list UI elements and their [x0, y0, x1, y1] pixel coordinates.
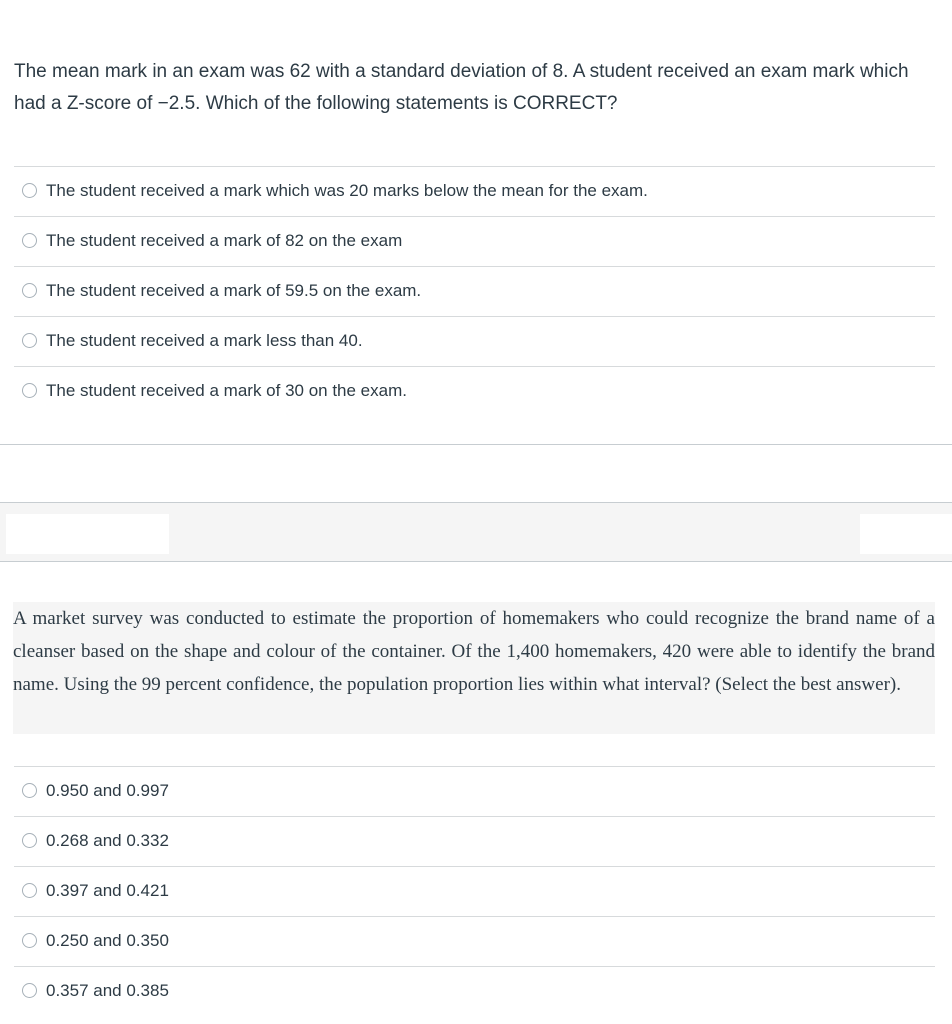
question-2-text: A market survey was conducted to estimate the proportion of homemakers who could recognize the brand name of a cleanser based on the shape and colour of the container. Of the 1,400 homemakers, 420 were able to identify the brand name. Using the 99 percent confidence, the population proportion lies within what interval? (Select the best answer).	[13, 608, 935, 695]
answer-label[interactable]: The student received a mark of 59.5 on the exam.	[46, 281, 422, 300]
answer-option[interactable]	[14, 166, 935, 216]
answer-option[interactable]	[14, 916, 935, 966]
question-2-answers	[14, 766, 935, 1016]
question-1-text: The mean mark in an exam was 62 with a standard deviation of 8. A student received an exam mark which had a Z-score of −2.5. Which of the following statements is CORRECT?	[14, 61, 909, 114]
separator-box-left	[6, 514, 169, 554]
answer-option[interactable]	[14, 816, 935, 866]
answer-label[interactable]: The student received a mark of 30 on the exam.	[46, 381, 407, 400]
question-divider	[0, 444, 952, 445]
answer-option[interactable]	[14, 966, 935, 1016]
radio-button[interactable]	[22, 383, 37, 398]
answer-label[interactable]: 0.950 and 0.997	[46, 781, 169, 800]
answer-label[interactable]: The student received a mark of 82 on the exam	[46, 231, 403, 250]
radio-button[interactable]	[22, 333, 37, 348]
radio-button[interactable]	[22, 283, 37, 298]
radio-button[interactable]	[22, 983, 37, 998]
question-1-answers	[14, 166, 935, 416]
answer-option[interactable]	[14, 266, 935, 316]
radio-button[interactable]	[22, 883, 37, 898]
answer-option[interactable]	[14, 316, 935, 366]
answer-label[interactable]: The student received a mark less than 40.	[46, 331, 363, 350]
answer-label[interactable]: 0.250 and 0.350	[46, 931, 169, 950]
answer-option[interactable]	[14, 866, 935, 916]
answer-option[interactable]	[14, 366, 935, 416]
radio-button[interactable]	[22, 183, 37, 198]
separator-box-right	[860, 514, 952, 554]
answer-label[interactable]: The student received a mark which was 20 marks below the mean for the exam.	[46, 181, 648, 200]
radio-button[interactable]	[22, 783, 37, 798]
answer-label[interactable]: 0.268 and 0.332	[46, 831, 169, 850]
answer-option[interactable]	[14, 216, 935, 266]
question-separator-bar	[0, 502, 952, 562]
question-2-box	[13, 602, 935, 734]
radio-button[interactable]	[22, 833, 37, 848]
radio-button[interactable]	[22, 933, 37, 948]
answer-label[interactable]: 0.397 and 0.421	[46, 881, 169, 900]
answer-label[interactable]: 0.357 and 0.385	[46, 981, 169, 1000]
answer-option[interactable]	[14, 766, 935, 816]
radio-button[interactable]	[22, 233, 37, 248]
